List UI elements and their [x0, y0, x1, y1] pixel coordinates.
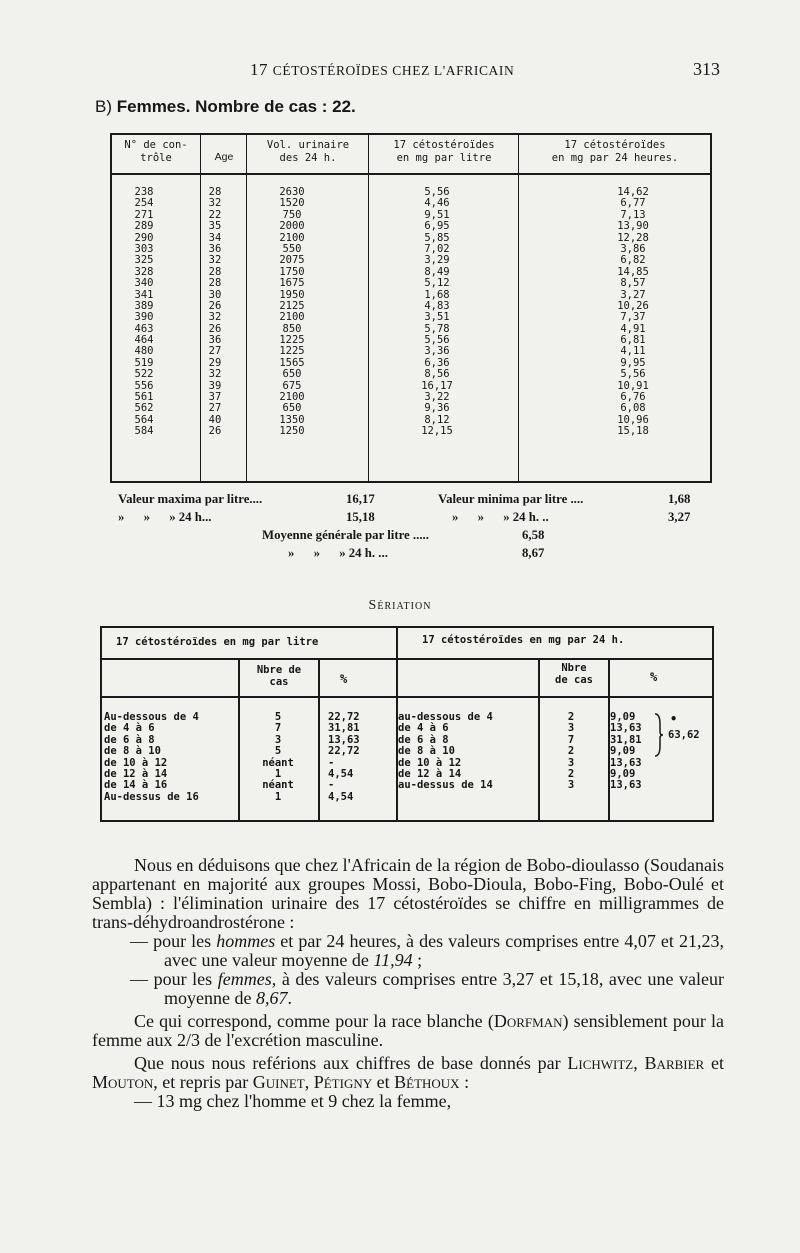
table-cell-per-litre: 3,29	[424, 254, 450, 267]
seriation-title	[0, 598, 800, 614]
table-cell-volume: 1225	[279, 334, 305, 347]
table-cell-range: au-dessous de 4	[398, 711, 493, 723]
table-cell-per-litre: 9,36	[424, 402, 450, 415]
group-mark: •	[670, 712, 678, 726]
right-pct-header: %	[650, 670, 658, 684]
table-cell-per-24h: 13,90	[617, 220, 649, 233]
table-cell-count: néant	[262, 756, 294, 769]
subheader-divider	[102, 696, 712, 698]
table-cell-range: de 12 à 14	[398, 767, 462, 780]
table-cell-volume: 650	[282, 368, 302, 381]
table-cell-per-litre: 3,51	[424, 311, 450, 324]
mean-24h-value: 8,67	[522, 546, 545, 560]
table-cell-volume: 650	[282, 402, 302, 415]
right-percentages	[610, 712, 642, 792]
right-ranges	[398, 712, 493, 792]
author-name: Mouton	[92, 1072, 154, 1092]
table-cell-age: 27	[208, 402, 222, 415]
table-cell-per-24h: 6,81	[620, 334, 646, 347]
table-cell-age: 37	[208, 391, 222, 404]
table-cell-percentage: 13,63	[610, 756, 642, 769]
paragraph-text: ) sensiblement pour la femme aux 2/3 de l'excrétion masculine.	[92, 1011, 725, 1050]
table-cell-per-24h: 6,77	[620, 197, 646, 210]
table-cell-count: 1	[274, 790, 282, 803]
column-per-litre	[412, 187, 462, 438]
section-heading	[95, 97, 356, 117]
group-total: 63,62	[668, 729, 700, 741]
header-divider	[102, 658, 712, 660]
table-cell-range: de 8 à 10	[398, 745, 455, 758]
table-cell-volume: 2075	[279, 254, 305, 267]
table-cell-range: de 4 à 6	[104, 722, 155, 735]
list-item-men	[92, 932, 724, 970]
left-counts	[242, 712, 314, 803]
column-volume	[267, 187, 317, 438]
table-cell-percentage: 13,63	[610, 779, 642, 792]
list-item-text: et par 24 heures, à des valeurs comprises entre 4,07 et 21,23, avec une valeur moyenne de	[164, 931, 724, 970]
list-item-women	[92, 970, 724, 1008]
table-cell-control: 562	[134, 402, 154, 415]
table-cell-count: 2	[567, 745, 575, 758]
table-cell-control: 325	[134, 254, 154, 267]
table-cell-range: de 6 à 8	[398, 733, 449, 746]
table-cell-control: 522	[134, 368, 154, 381]
separator: et	[704, 1053, 725, 1073]
table-cell-per-24h: 6,76	[620, 391, 646, 404]
paragraph-references	[92, 1054, 724, 1092]
column-control	[114, 187, 174, 438]
table-cell-per-24h: 7,13	[620, 208, 646, 221]
table-cell-percentage: 4,54	[328, 767, 354, 780]
author-name: Béthoux	[394, 1072, 460, 1092]
table-cell-control: 561	[134, 391, 154, 404]
table-cell-volume: 750	[282, 208, 302, 221]
table-cell-per-24h: 7,37	[620, 311, 646, 324]
table-cell-per-litre: 8,56	[424, 368, 450, 381]
table-cell-per-24h: 6,82	[620, 254, 646, 267]
table-cell-per-litre: 5,56	[424, 334, 450, 347]
author-name: Dorfman	[493, 1011, 563, 1031]
table-cell-volume: 1675	[279, 277, 305, 290]
right-header: 17 cétostéroïdes en mg par 24 h.	[422, 634, 625, 646]
table-cell-control: 254	[134, 197, 154, 210]
max-litre-value: 16,17	[346, 492, 375, 506]
paragraph-text: Ce qui correspond, comme pour la race blanche (	[134, 1011, 494, 1031]
table-cell-count: 5	[274, 745, 282, 758]
table-cell-count: 2	[567, 767, 575, 780]
table-cell-volume: 1250	[279, 425, 305, 438]
table-cell-volume: 2125	[279, 299, 305, 312]
table-cell-age: 26	[208, 425, 222, 438]
table-cell-per-24h: 12,28	[617, 231, 649, 244]
table-cell-per-litre: 8,49	[424, 265, 450, 278]
table-cell-per-litre: 8,12	[424, 413, 450, 426]
table-cell-range: Au-dessous de 4	[104, 711, 199, 723]
table-cell-percentage: 4,54	[328, 790, 354, 803]
left-nbre-header: Nbre de cas	[256, 664, 302, 688]
table-cell-age: 40	[208, 413, 222, 426]
table-cell-count: 7	[567, 733, 575, 746]
table-cell-control: 463	[134, 322, 154, 335]
column-age	[200, 187, 230, 438]
table-cell-volume: 1350	[279, 413, 305, 426]
table-cell-percentage: 9,09	[610, 711, 636, 723]
min-litre-label: Valeur minima par litre ....	[438, 492, 584, 506]
table-cell-control: 289	[134, 220, 154, 233]
table-cell-per-litre: 5,78	[424, 322, 450, 335]
table-cell-per-24h: 15,18	[617, 425, 649, 438]
table-cell-age: 35	[208, 220, 222, 233]
list-item-text: — pour les	[130, 931, 217, 951]
table-cell-age: 29	[208, 356, 222, 369]
table-cell-age: 36	[208, 334, 222, 347]
min-24h-label: » » » 24 h. ..	[452, 510, 549, 524]
table-cell-per-litre: 5,56	[424, 186, 450, 198]
table-cell-control: 584	[134, 425, 154, 438]
left-pct-header: %	[340, 672, 348, 686]
table-cell-volume: 2630	[279, 186, 305, 198]
table-cell-per-24h: 14,85	[617, 265, 649, 278]
separator: ,	[633, 1053, 645, 1073]
table-cell-per-24h: 10,26	[617, 299, 649, 312]
table-cell-age: 26	[208, 322, 222, 335]
table-cell-age: 28	[208, 186, 222, 198]
table-cell-control: 328	[134, 265, 154, 278]
table-cell-volume: 550	[282, 242, 302, 255]
mean-24h-label: » » » 24 h. ...	[288, 546, 388, 560]
column-divider	[246, 135, 247, 481]
table-cell-age: 32	[208, 197, 222, 210]
table-cell-age: 30	[208, 288, 222, 301]
table-cell-age: 27	[208, 345, 222, 358]
table-cell-per-litre: 12,15	[421, 425, 453, 438]
grouping-bracket	[652, 712, 664, 758]
table-cell-per-litre: 5,85	[424, 231, 450, 244]
table-cell-age: 28	[208, 277, 222, 290]
table-cell-volume: 1565	[279, 356, 305, 369]
table-cell-percentage: 22,72	[328, 745, 360, 758]
separator: ,	[304, 1072, 314, 1092]
section-title: Femmes. Nombre de cas : 22.	[116, 97, 356, 116]
table-cell-count: néant	[262, 779, 294, 792]
paragraph-conclusion: Nous en déduisons que chez l'Africain de la région de Bobo-dioulasso (Soudanais appartenant en majorité aux groupes Mossi, Bobo-Dioula, Bobo-Fing, Bobo-Oulé et Sembla) : l'élimination urinaire des 17 cétostéroïdes se chiffre en milligrammes de trans-déhydroandrostérone :	[92, 855, 724, 932]
cases-table	[110, 133, 712, 483]
table-cell-age: 32	[208, 368, 222, 381]
author-name: Lichwitz	[567, 1053, 634, 1073]
mean-women-value: 8,67	[255, 988, 288, 1008]
running-title	[250, 60, 514, 80]
table-cell-percentage: 31,81	[610, 733, 642, 746]
paragraph-text: Que nous nous reférions aux chiffres de base donnés par	[134, 1053, 568, 1073]
mean-litre-value: 6,58	[522, 528, 545, 542]
column-divider	[518, 135, 519, 481]
column-divider	[368, 135, 369, 481]
table-cell-range: de 4 à 6	[398, 722, 449, 735]
table-cell-volume: 1520	[279, 197, 305, 210]
table-cell-control: 564	[134, 413, 154, 426]
table-cell-count: 2	[567, 711, 575, 723]
table-cell-per-litre: 4,83	[424, 299, 450, 312]
table-cell-control: 340	[134, 277, 154, 290]
seriation-title-text: Sériation	[368, 598, 432, 613]
table-cell-percentage: -	[328, 756, 335, 769]
table-cell-range: au-dessus de 14	[398, 779, 493, 792]
header-per-litre: 17 cétostéroïdes en mg par litre	[393, 139, 495, 164]
table-cell-per-24h: 6,08	[620, 402, 646, 415]
table-cell-range: Au-dessus de 16	[104, 790, 199, 803]
right-counts	[540, 712, 602, 792]
list-item-text: .	[287, 988, 292, 1008]
mean-litre-label: Moyenne générale par litre .....	[262, 528, 429, 542]
header-volume: Vol. urinaire des 24 h.	[266, 139, 350, 164]
table-cell-count: 3	[274, 733, 282, 746]
table-cell-volume: 1950	[279, 288, 305, 301]
header-control: N° de con- trôle	[124, 139, 188, 164]
table-cell-control: 464	[134, 334, 154, 347]
table-cell-per-24h: 5,56	[620, 368, 646, 381]
table-cell-count: 5	[274, 711, 282, 723]
min-litre-value: 1,68	[668, 492, 691, 506]
table-cell-volume: 2100	[279, 231, 305, 244]
table-cell-range: de 14 à 16	[104, 779, 168, 792]
table-cell-control: 290	[134, 231, 154, 244]
table-cell-per-litre: 3,36	[424, 345, 450, 358]
column-per-24h	[608, 187, 658, 438]
table-cell-range: de 10 à 12	[104, 756, 168, 769]
table-cell-volume: 675	[282, 379, 302, 392]
list-item-text: — pour les	[130, 969, 218, 989]
header-per-24h: 17 cétostéroïdes en mg par 24 heures.	[551, 139, 679, 164]
table-cell-range: de 10 à 12	[398, 756, 462, 769]
table-cell-range: de 12 à 14	[104, 767, 168, 780]
table-cell-control: 556	[134, 379, 154, 392]
author-name: Pétigny	[313, 1072, 373, 1092]
column-divider	[318, 658, 320, 820]
table-cell-per-24h: 10,91	[617, 379, 649, 392]
table-cell-per-24h: 4,11	[620, 345, 646, 358]
table-cell-per-litre: 6,36	[424, 356, 450, 369]
table-cell-age: 34	[208, 231, 222, 244]
seriation-table	[100, 626, 714, 822]
max-24h-value: 15,18	[346, 510, 375, 524]
page-number: 313	[693, 59, 720, 79]
table-cell-percentage: 9,09	[610, 767, 636, 780]
table-cell-per-24h: 9,95	[620, 356, 646, 369]
table-cell-control: 341	[134, 288, 154, 301]
section-label: B)	[95, 97, 112, 116]
table-cell-per-24h: 14,62	[617, 186, 649, 198]
min-24h-value: 3,27	[668, 510, 691, 524]
author-name: Barbier	[644, 1053, 705, 1073]
table-cell-per-24h: 4,91	[620, 322, 646, 335]
mean-men-value: 11,94	[373, 950, 413, 970]
table-cell-control: 238	[134, 186, 154, 198]
running-title-number: 17	[250, 60, 268, 79]
table-cell-volume: 2100	[279, 391, 305, 404]
table-cell-volume: 850	[282, 322, 302, 335]
paragraph-comparison	[92, 1012, 724, 1050]
running-title-text: CÉTOSTÉROÏDES CHEZ L'AFRICAIN	[272, 63, 515, 78]
separator: et	[372, 1072, 395, 1092]
table-cell-range: de 8 à 10	[104, 745, 161, 758]
table-cell-volume: 2100	[279, 311, 305, 324]
table-cell-volume: 1750	[279, 265, 305, 278]
table-cell-per-24h: 8,57	[620, 277, 646, 290]
left-ranges	[104, 712, 199, 803]
paragraph-values: — 13 mg chez l'homme et 9 chez la femme,	[134, 1091, 452, 1111]
table-cell-per-litre: 9,51	[424, 208, 450, 221]
table-cell-age: 22	[208, 208, 222, 221]
table-cell-per-litre: 4,46	[424, 197, 450, 210]
table-cell-count: 7	[274, 722, 282, 735]
table-cell-count: 3	[567, 722, 575, 735]
table-cell-control: 390	[134, 311, 154, 324]
table-cell-per-24h: 3,86	[620, 242, 646, 255]
table-cell-per-litre: 1,68	[424, 288, 450, 301]
separator: , et repris par	[153, 1072, 253, 1092]
table-cell-volume: 2000	[279, 220, 305, 233]
table-cell-per-litre: 7,02	[424, 242, 450, 255]
table-cell-percentage: 13,63	[610, 722, 642, 735]
table-cell-count: 3	[567, 779, 575, 792]
max-24h-label: » » » 24 h...	[118, 510, 212, 524]
left-percentages	[328, 712, 360, 803]
table-cell-per-litre: 5,12	[424, 277, 450, 290]
table-cell-count: 3	[567, 756, 575, 769]
right-nbre-header: Nbre de cas	[555, 662, 593, 686]
table-cell-per-litre: 3,22	[424, 391, 450, 404]
left-header: 17 cétostéroïdes en mg par litre	[116, 636, 319, 648]
table-cell-age: 28	[208, 265, 222, 278]
table-cell-range: de 6 à 8	[104, 733, 155, 746]
table-cell-control: 303	[134, 242, 154, 255]
table-cell-control: 389	[134, 299, 154, 312]
body-text	[92, 856, 724, 1111]
table-cell-control: 480	[134, 345, 154, 358]
table-cell-age: 36	[208, 242, 222, 255]
table-cell-percentage: 22,72	[328, 711, 360, 723]
emphasis-men: hommes	[216, 931, 276, 951]
max-litre-label: Valeur maxima par litre....	[118, 492, 263, 506]
header-age: Age	[214, 151, 234, 163]
author-name: Guinet	[252, 1072, 305, 1092]
table-cell-age: 32	[208, 311, 222, 324]
separator: :	[459, 1072, 470, 1092]
table-cell-control: 519	[134, 356, 154, 369]
table-cell-per-24h: 3,27	[620, 288, 646, 301]
table-cell-volume: 1225	[279, 345, 305, 358]
table-cell-control: 271	[134, 208, 154, 221]
table-cell-per-litre: 16,17	[421, 379, 453, 392]
table-cell-age: 32	[208, 254, 222, 267]
table-cell-per-litre: 6,95	[424, 220, 450, 233]
table-cell-count: 1	[274, 767, 282, 780]
emphasis-women: femmes,	[217, 969, 277, 989]
table-cell-percentage: 9,09	[610, 745, 636, 758]
table-cell-per-24h: 10,96	[617, 413, 649, 426]
table-cell-age: 39	[208, 379, 222, 392]
list-item-text: ;	[412, 950, 423, 970]
table-cell-age: 26	[208, 299, 222, 312]
list-item-text: à des valeurs comprises entre 3,27 et 15,18, avec une valeur moyenne de	[164, 969, 724, 1008]
table-cell-percentage: -	[328, 779, 335, 792]
table-cell-percentage: 31,81	[328, 722, 360, 735]
table-cell-percentage: 13,63	[328, 733, 360, 746]
